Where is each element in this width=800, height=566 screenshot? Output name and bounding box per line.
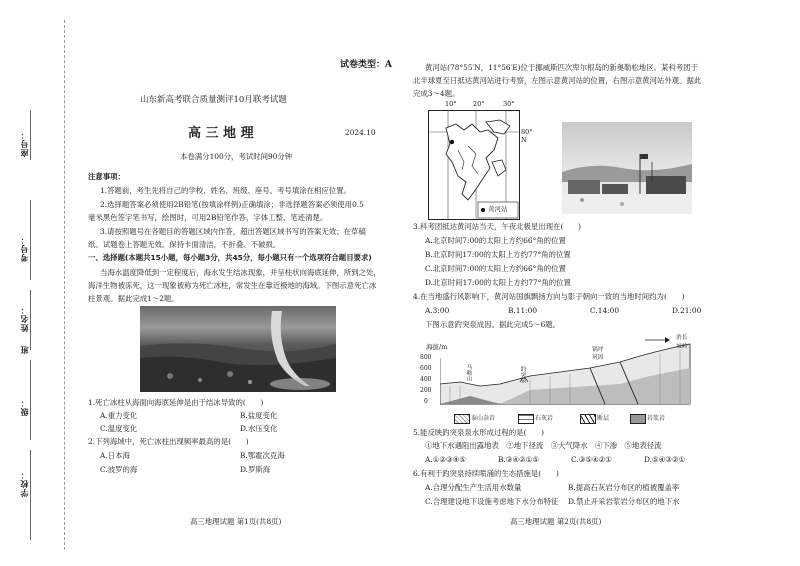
q6-option-d[interactable]: D.禁止开采岩浆岩分布区的地下水: [568, 497, 680, 506]
notice-2: 2.选择题答案必须使用2B铅笔(按填涂样例)正确填涂；非选择题答案必须使用0.5: [100, 200, 364, 209]
q4-option-b[interactable]: B.11:00: [508, 306, 538, 315]
level-label: 级：: [19, 398, 29, 416]
place-label-baotu: 趵突泉: [519, 366, 525, 384]
question-3: 3.科考团抵达黄河站当天，午夜北极星出现在( ): [413, 222, 582, 231]
place-label-guoping: 锅坪: [592, 347, 604, 353]
class-line: [30, 360, 31, 440]
exam-series: 山东新高考联合质量测评10月联考试题: [140, 95, 287, 105]
notice-heading: 注意事项：: [88, 172, 125, 181]
right-intro-1: 黄河站(78°55′N，11°56′E)位于挪威斯匹次卑尔根岛的新奥勒松地区。某科考团于: [425, 63, 698, 72]
right-intro-3: 完成3～4题。: [413, 89, 460, 98]
page-footer-left: 高三地理试题 第1页(共8页): [190, 517, 282, 526]
page-footer-right: 高三地理试题 第2页(共8页): [510, 517, 602, 526]
school-label: 学校：: [19, 470, 29, 497]
question-1: 1.死亡冰柱从海面向海底延伸是由于结冰导致的( ): [88, 398, 264, 407]
question-2: 2.下列海域中，死亡冰柱出现频率最高的是( ): [88, 437, 249, 446]
legend-fault: 断层: [597, 415, 610, 422]
q1-option-a[interactable]: A.重力变化: [100, 411, 138, 420]
school-line: [30, 450, 31, 540]
q3-option-d[interactable]: D.北京时间17:00的太阳上方约77°角的位置: [425, 278, 571, 287]
legend-magmatic: 岩浆岩: [647, 415, 666, 422]
y-tick-200: 200: [420, 387, 432, 394]
q5-option-a[interactable]: A.①②③④⑤: [425, 455, 466, 464]
legend-swatch-magmatic: [630, 414, 646, 424]
legend-swatch-fault: [580, 414, 596, 424]
y-tick-0: 0: [424, 398, 428, 405]
geologic-profile: [420, 332, 700, 428]
question-5: 5.能反映趵突泉泉水形成过程的是( ): [413, 428, 545, 437]
seat-label: 座号：: [19, 130, 29, 157]
q1-option-b[interactable]: B.盐度变化: [240, 411, 278, 420]
place-label-chengling: 城岭: [676, 344, 688, 350]
legend-taishan: 泰山杂岩: [471, 415, 496, 422]
station-photo: [562, 122, 692, 214]
lon-label-10: 10°: [445, 100, 457, 108]
intro-line-2: 海洋生物被冻死，这一现象被称为死亡冰柱，常发生在靠近极地的海域。下图示意死亡冰: [88, 281, 377, 290]
q3-option-c[interactable]: C.北京时间7:00的太阳上方约66°角的位置: [425, 264, 566, 273]
intro-line-3: 柱景观。据此完成1～2题。: [88, 294, 179, 303]
exam-info: 本卷满分100分，考试时间90分钟: [180, 152, 293, 161]
notice-5: 纸、试题卷上答题无效。保持卡面清洁，不折叠、不破损。: [88, 240, 281, 249]
question-6: 6.有利于趵突泉持续喷涌的生态措施是( ): [413, 469, 559, 478]
q1-option-c[interactable]: C.温度变化: [100, 424, 138, 433]
class-label: 班: [19, 345, 29, 354]
lat-label-80n: 80° N: [521, 128, 533, 144]
q2-option-b[interactable]: B.鄂霍次克海: [240, 451, 285, 460]
exam-no-line: [30, 200, 31, 280]
station-legend: 黄河站: [488, 205, 508, 213]
lon-label-20: 20°: [473, 100, 485, 108]
question-4: 4.在当地盛行风影响下，黄河站国旗飘扬方向与影子朝向一致的当地时间约为( ): [413, 292, 685, 301]
q3-option-b[interactable]: B.北京时间17:00的太阳上方约77°角的位置: [425, 250, 571, 259]
legend-limestone: 石灰岩: [535, 415, 554, 422]
q2-option-a[interactable]: A.日本海: [100, 451, 130, 460]
y-axis-title: 海拔/m: [426, 343, 448, 351]
q5-option-d[interactable]: D.⑤④③②①: [644, 455, 686, 464]
name-label: 姓名：: [19, 305, 29, 332]
exam-no-label: 考号：: [19, 235, 29, 262]
seat-line: [30, 110, 31, 160]
q6-option-c[interactable]: C.合理建设地下设施考虑地下水分布特征: [425, 497, 559, 506]
q2-option-d[interactable]: D.罗斯海: [240, 465, 271, 474]
q6-option-b[interactable]: B.提高石灰岩分布区的植被覆盖率: [568, 483, 680, 492]
intro-q5-6: 下图示意趵突泉成因。据此完成5～6题。: [425, 320, 561, 329]
q5-option-b[interactable]: B.③④②①⑤: [498, 455, 539, 464]
y-tick-400: 400: [420, 376, 432, 383]
y-tick-600: 600: [420, 365, 432, 372]
exam-date: 2024.10: [345, 128, 376, 137]
svalbard-map: [428, 100, 538, 220]
notice-3: 毫米黑色签字笔书写，绘图时，可用2B铅笔作答，字体工整、笔迹清楚。: [88, 213, 328, 222]
profile-legend: [454, 412, 694, 424]
place-label-xiaochang: 消长: [676, 335, 688, 341]
place-label-maanshan: 马鞍山: [465, 364, 471, 382]
q2-option-c[interactable]: C.波罗的海: [100, 465, 138, 474]
q4-option-c[interactable]: C.14:00: [590, 306, 620, 315]
exam-type: 试卷类型：A: [340, 60, 392, 70]
legend-swatch-limestone: [518, 414, 534, 424]
q5-items: ①地下水遇阻出露地表 ②地下径流 ③大气降水 ④下渗 ⑤地表径流: [425, 441, 662, 450]
y-tick-800: 800: [420, 354, 432, 361]
q4-option-d[interactable]: D.21:00: [672, 306, 702, 315]
section-heading: 一、选择题(本题共15小题，每小题3分，共45分，每小题只有一个选项符合题目要求): [88, 253, 372, 262]
intro-line-1: 当海水温度降低到一定程度后，海水发生结冰现象，并呈柱状向海底延伸，所到之处，: [100, 268, 381, 277]
legend-swatch-taishan: [454, 414, 470, 424]
lon-label-30: 30°: [503, 100, 515, 108]
page-title: 高 三 地 理: [188, 126, 254, 141]
q1-option-d[interactable]: D.水压变化: [240, 424, 278, 433]
notice-4: 3.请按照题号在各题目的答题区域内作答，超出答题区域书写的答案无效；在草稿: [100, 227, 366, 236]
name-line: [30, 290, 31, 350]
q5-option-c[interactable]: C.③⑤④②①: [571, 455, 612, 464]
place-label-gonggu: 巩固: [592, 355, 604, 361]
binding-line: [64, 20, 65, 550]
q3-option-a[interactable]: A.北京时间7:00的太阳上方约66°角的位置: [425, 236, 566, 245]
death-icicle-photo: [140, 306, 336, 392]
right-intro-2: 北半球夏至日抵达黄河站进行考察，左图示意黄河站的位置，右图示意黄河站外观。据此: [413, 76, 702, 85]
q4-option-a[interactable]: A.3:00: [425, 306, 450, 315]
q6-option-a[interactable]: A.合理分配生产生活用水数量: [425, 483, 522, 492]
notice-1: 1.答题前，考生先将自己的学校、姓名、班级、座号、考号填涂在相应位置。: [100, 186, 351, 195]
